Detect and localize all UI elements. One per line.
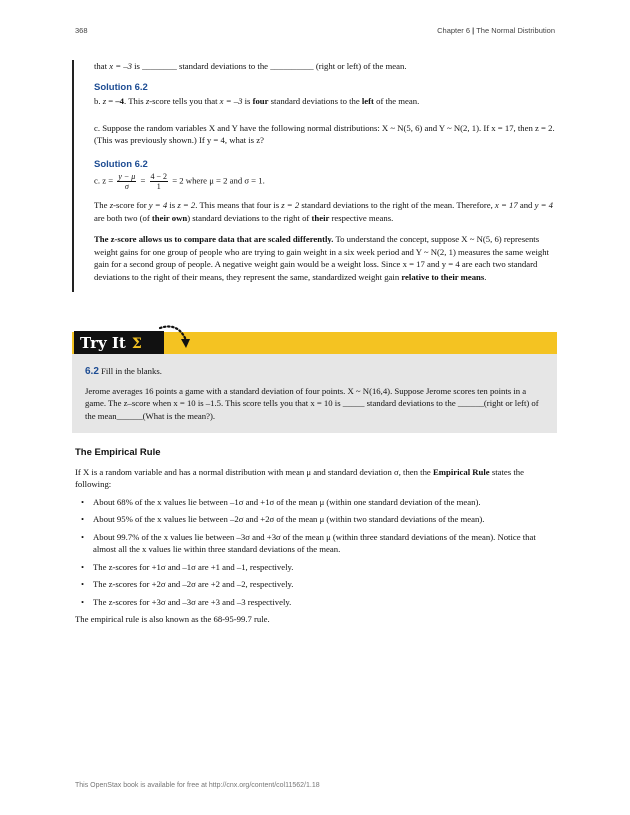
solution-c-explanation: The z-score for y = 4 is z = 2. This means that four is z = 2 standard deviations to the right of the mean. Therefore, x = 17 and y = 4 are both two (of their own) standard deviations to the right of their respective means.: [94, 200, 553, 223]
example-solutions: [72, 60, 557, 292]
solution-b: b. z = –4. This z-score tells you that x = –3 is four standard deviations to the left of the mean.: [94, 96, 420, 106]
try-it-label: Try It Σ: [74, 331, 164, 355]
empirical-closing: The empirical rule is also known as the 68-95-99.7 rule.: [75, 614, 270, 624]
question-b-tail: that x = –3 is ________ standard deviations to the __________ (right or left) of the mean.: [94, 61, 407, 71]
chapter-prefix: Chapter 6: [437, 26, 471, 35]
page-number: 368: [75, 26, 88, 35]
try-it-box: [72, 354, 557, 433]
header-separator: |: [472, 26, 475, 35]
dotted-arrow-icon: [156, 322, 196, 352]
list-item: • About 95% of the x values lie between –2σ and +2σ of the mean μ (within two standard deviations of the mean).: [93, 513, 557, 526]
list-item: • About 99.7% of the x values lie between –3σ and +3σ of the mean μ (within three standard deviations of the mean). Notice that almost all the x values lie within three standard deviations of the mean.: [93, 531, 557, 556]
try-it-body: Jerome averages 16 points a game with a standard deviation of four points. X ~ N(16,4). Suppose Jerome scores ten points in a game. The z–score when x = 10 is –1.5. This score tells you that x = 10 is _____ standard deviations to the ______(right or left) of the mean______(What is the mean?).: [85, 385, 539, 421]
list-item: • About 68% of the x values lie between –1σ and +1σ of the mean μ (within one standard deviation of the mean).: [93, 496, 557, 509]
footer-note: This OpenStax book is available for free at http://cnx.org/content/col11562/1.18: [75, 782, 320, 789]
fraction-y-mu-sigma: $\frac{y - \mu}{\sigma}$: [118, 172, 136, 191]
running-header: [437, 26, 555, 35]
empirical-list: [75, 496, 557, 609]
sigma-icon: Σ: [131, 336, 142, 352]
fraction-4-2-1: $\frac{4 - 2}{1}$: [150, 172, 168, 191]
chapter-title: The Normal Distribution: [476, 26, 555, 35]
list-item: • The z-scores for +2σ and –2σ are +2 and –2, respectively.: [93, 578, 557, 591]
list-item: • The z-scores for +3σ and –3σ are +3 and –3 respectively.: [93, 596, 557, 609]
question-c: c. Suppose the random variables X and Y have the following normal distributions: X ~ N(5, 6) and Y ~ N(2, 1). If x = 17, then z = 2. (This was previously shown.) If y = 4, what is z?: [94, 122, 555, 145]
empirical-rule-section: [75, 447, 557, 631]
solution-title: Solution 6.2: [94, 81, 148, 93]
try-it-instruction: 6.2 Fill in the blanks.: [85, 366, 162, 377]
compare-paragraph: The z-score allows us to compare data that are scaled differently. To understand the concept, suppose X ~ N(5, 6) represents weight gains for one group of people who are trying to gain weight in a six week period and Y ~ N(2, 1) measures the same weight gain for a second group of people. A negative weight gain would be a weight loss. Since x = 17 and y = 4 are each two standard deviations to the right of their means, they represent the same, standardized weight gain relative to their means.: [94, 234, 549, 282]
list-item: • The z-scores for +1σ and –1σ are +1 and –1, respectively.: [93, 561, 557, 574]
solution-c-formula: c. z = $\frac{y - \mu}{\sigma}$ = $\frac{4 - 2}{1}$ = 2 where μ = 2 and σ = 1.: [94, 172, 265, 191]
section-heading: The Empirical Rule: [75, 447, 161, 458]
empirical-intro: If X is a random variable and has a normal distribution with mean μ and standard deviation σ, then the Empirical Rule states the following:: [75, 466, 524, 489]
solution-title-2: Solution 6.2: [94, 158, 148, 170]
